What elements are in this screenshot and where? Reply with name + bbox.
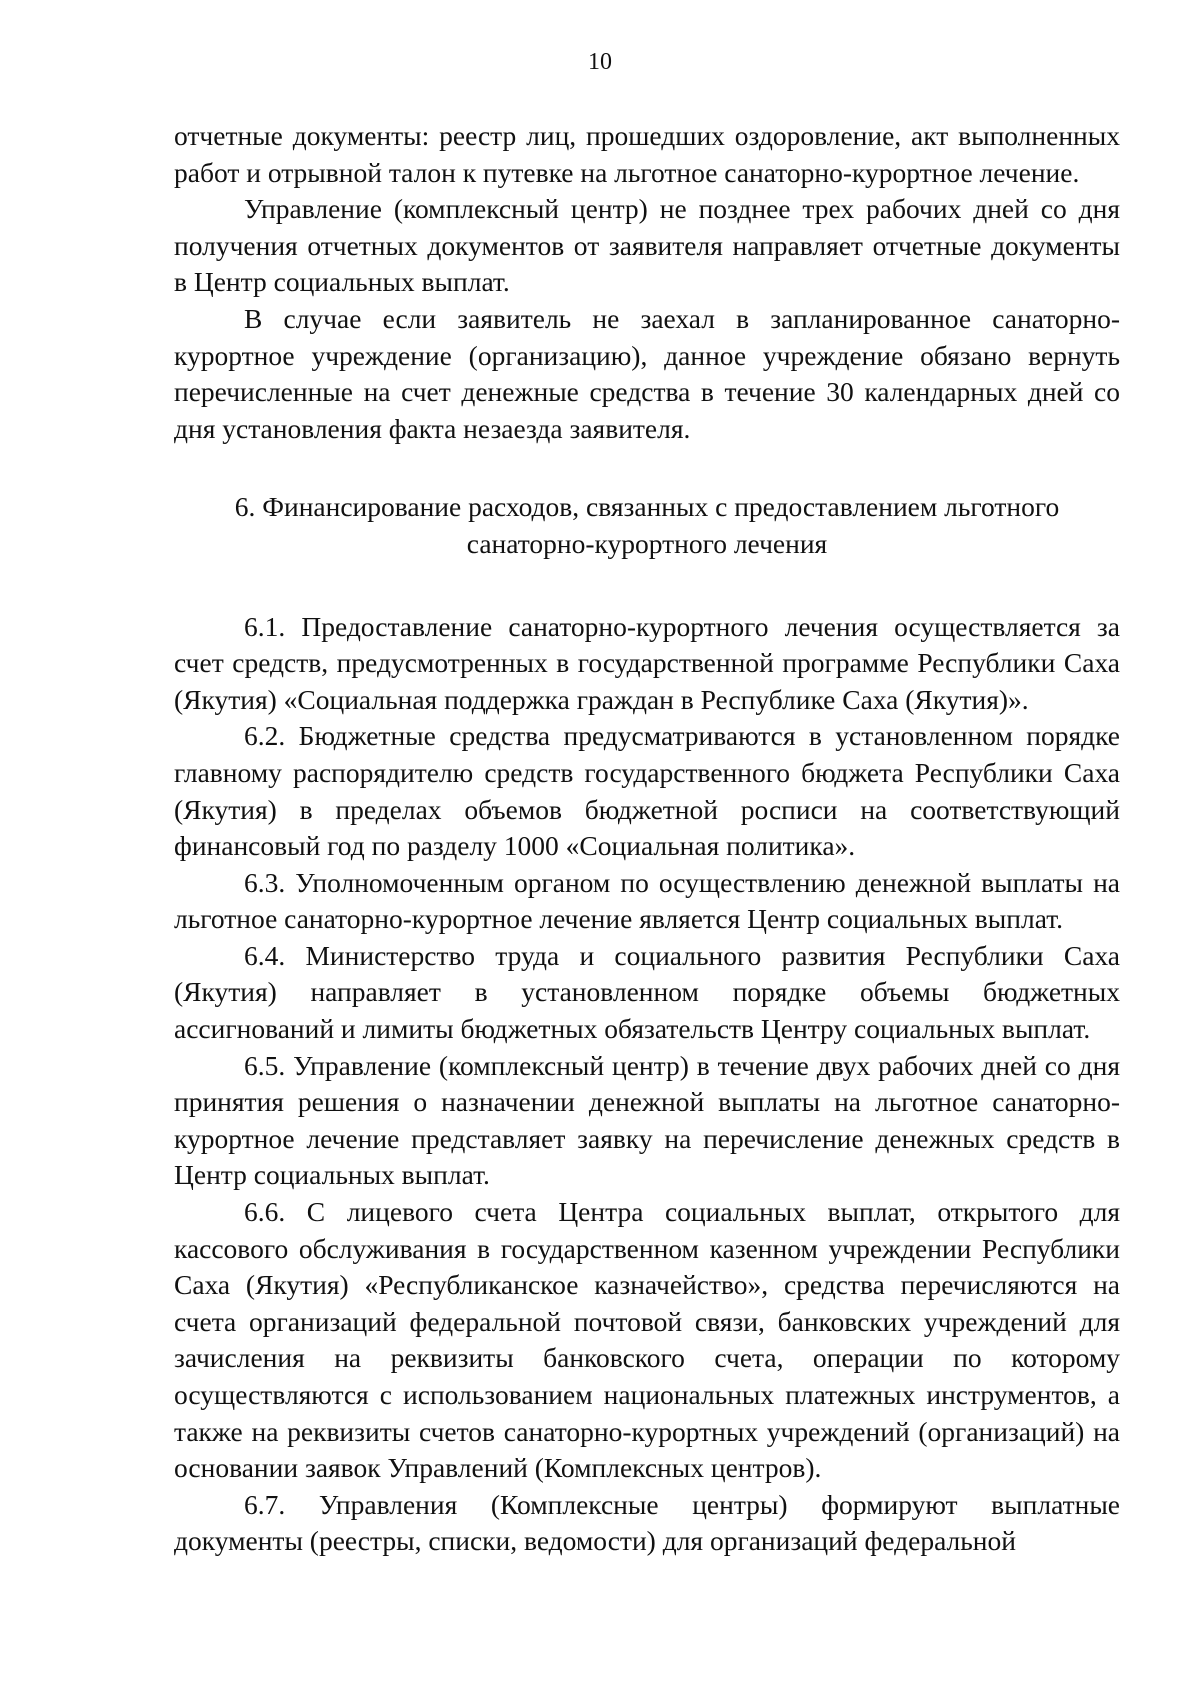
paragraph-reporting-documents: отчетные документы: реестр лиц, прошедших оздоровление, акт выполненных работ и отрывной талон к путевке на льготное санаторно-курортное лечение.: [174, 120, 1120, 188]
section-heading-line-2: санаторно-курортного лечения: [466, 527, 828, 559]
paragraph-6-5: 6.5. Управление (комплексный центр) в течение двух рабочих дней со дня принятия решения о назначении денежной выплаты на льготное санаторно-курортное лечение представляет заявку на перечисление денежных средств в Центр социальных выплат.: [174, 1049, 1120, 1191]
paragraph-6-2: 6.2. Бюджетные средства предусматриваются в установленном порядке главному распорядителю средств государственного бюджета Республики Саха (Якутия) в пределах объемов бюджетной росписи на соответствующий финансовый год по разделу 1000 «Социальная политика».: [174, 720, 1120, 862]
paragraph-6-7: 6.7. Управления (Комплексные центры) формируют выплатные документы (реестры, списки, ведомости) для организаций федеральной: [174, 1488, 1120, 1557]
section-heading: [174, 489, 1120, 562]
paragraph-6-3: 6.3. Уполномоченным органом по осуществлению денежной выплаты на льготное санаторно-курортное лечение является Центр социальных выплат.: [174, 866, 1120, 935]
paragraph-6-6: 6.6. С лицевого счета Центра социальных выплат, открытого для кассового обслуживания в государственном казенном учреждении Республики Саха (Якутия) «Республиканское казначейство», средства перечисляются на счета организаций федеральной почтовой связи, банковских учреждений для зачисления на реквизиты банковского счета, операции по которому осуществляются с использованием национальных платежных инструментов, а также на реквизиты счетов санаторно-курортных учреждений (организаций) на основании заявок Управлений (Комплексных центров).: [174, 1196, 1120, 1484]
paragraph-non-arrival-refund: В случае если заявитель не заехал в запланированное санаторно-курортное учреждение (организацию), данное учреждение обязано вернуть перечисленные на счет денежные средства в течение 30 календарных дней со дня установления факта незаезда заявителя.: [174, 302, 1120, 444]
paragraph-6-4: 6.4. Министерство труда и социального развития Республики Саха (Якутия) направляет в установленном порядке объемы бюджетных ассигнований и лимиты бюджетных обязательств Центру социальных выплат.: [174, 939, 1120, 1045]
paragraph-management-deadline: Управление (комплексный центр) не позднее трех рабочих дней со дня получения отчетных документов от заявителя направляет отчетные документы в Центр социальных выплат.: [174, 193, 1120, 298]
page-number: 10: [588, 49, 612, 75]
section-heading-line-1: 6. Финансирование расходов, связанных с предоставлением льготного: [234, 491, 1060, 523]
paragraph-6-1: 6.1. Предоставление санаторно-курортного лечения осуществляется за счет средств, предусмотренных в государственной программе Республики Саха (Якутия) «Социальная поддержка граждан в Республике Саха (Якутия)».: [174, 610, 1120, 715]
document-body: [174, 118, 1120, 1560]
